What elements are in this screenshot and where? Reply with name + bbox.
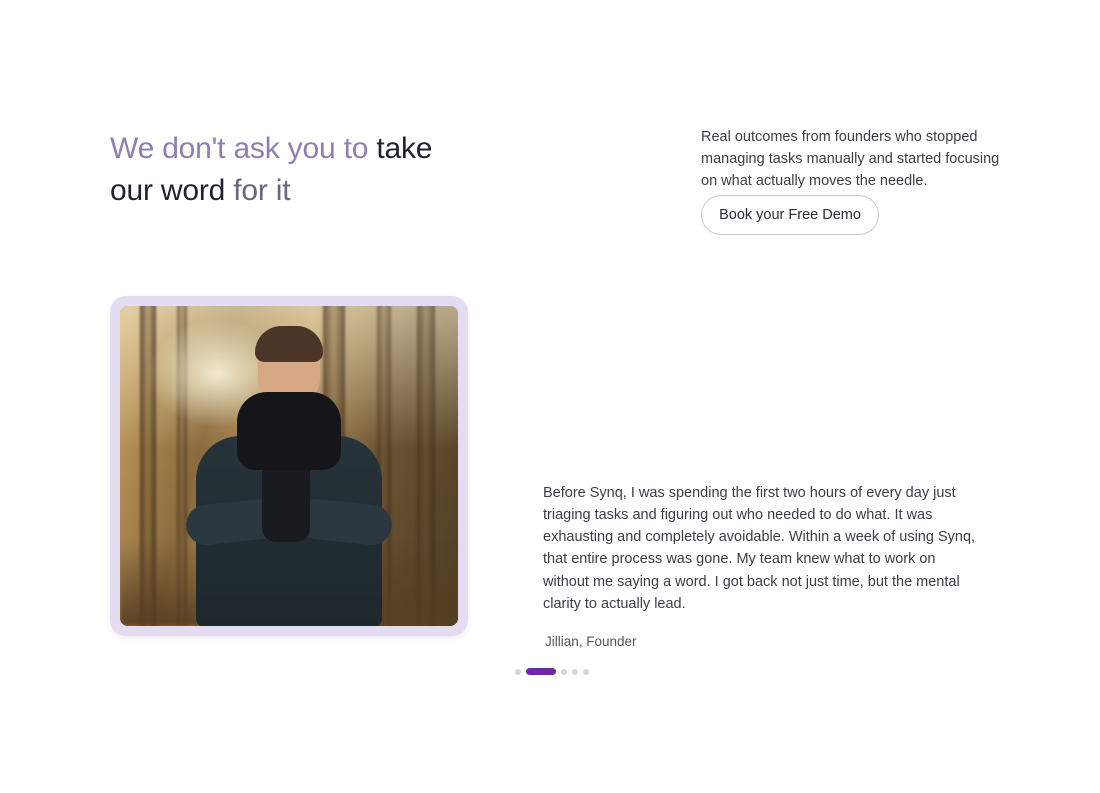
testimonial-photo-card — [110, 296, 468, 636]
headline-part-4: for it — [225, 174, 291, 208]
headline-part-3: our word — [110, 174, 226, 208]
headline-part-2: take — [376, 132, 433, 166]
carousel-pagination[interactable] — [515, 668, 589, 675]
carousel-dot-3[interactable] — [561, 669, 567, 675]
book-demo-button[interactable]: Book your Free Demo — [701, 195, 879, 235]
carousel-dot-1[interactable] — [515, 669, 521, 675]
carousel-dot-2[interactable] — [526, 668, 556, 675]
carousel-dot-4[interactable] — [572, 669, 578, 675]
page-title — [110, 128, 630, 212]
person-portrait — [174, 326, 404, 626]
testimonial-quote: Before Synq, I was spending the first two hours of every day just triaging tasks and figuring out who needed to do what. It was exhausting and completely avoidable. Within a week of using Synq, that entire process was gone. My team knew what to work on without me saying a word. I got back not just time, but the mental clarity to actually lead. — [543, 484, 976, 612]
scarf — [237, 392, 341, 470]
carousel-dot-5[interactable] — [583, 669, 589, 675]
hair — [255, 326, 323, 362]
intro-paragraph: Real outcomes from founders who stopped managing tasks manually and started focusing on what actually moves the needle. — [701, 128, 1000, 189]
headline-part-1: We don't ask you to — [110, 132, 377, 166]
testimonial-photo — [120, 306, 458, 626]
testimonial-author: Jillian, Founder — [545, 633, 637, 649]
